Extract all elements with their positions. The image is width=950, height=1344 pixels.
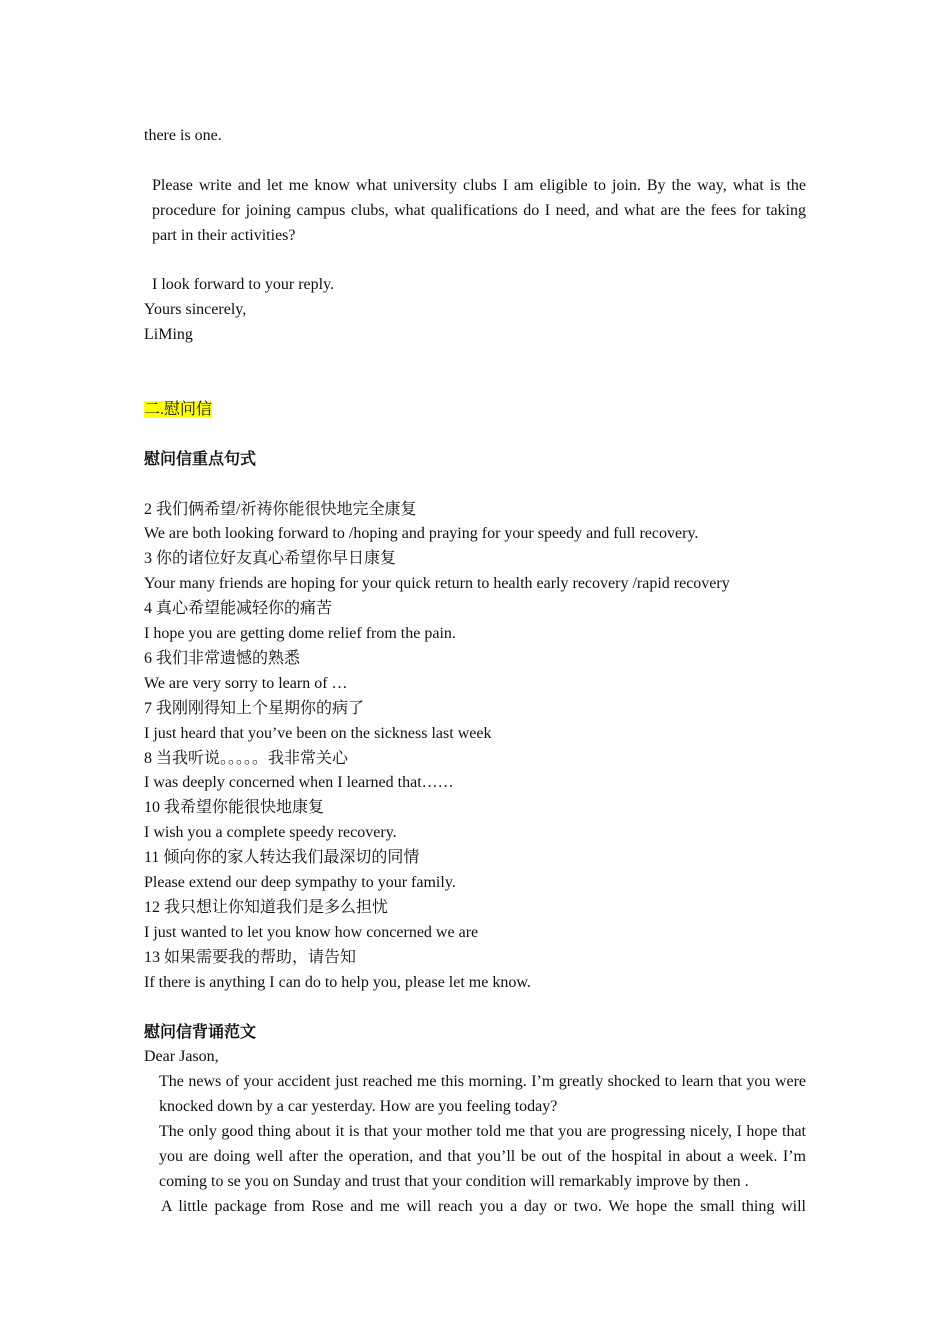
sentence-en: I just wanted to let you know how concerned we are (144, 923, 479, 941)
sentence-en: We are both looking forward to /hoping and praying for your speedy and full recovery. (144, 525, 699, 543)
blank-line (144, 423, 806, 448)
subsection-heading: 慰问信重点句式 (144, 450, 257, 468)
blank-line (144, 473, 806, 498)
sentence-list (144, 498, 806, 996)
sentence-en: Your many friends are hoping for your quick return to health early recovery /rapid recovery (144, 575, 730, 593)
sample-paragraph: The only good thing about it is that your mother told me that you are progressing nicely, I hope that you are doing well after the operation, and that you’ll be out of the hospital in about a week. I’m coming to se you on Sunday and trust that your condition will remarkably improve by then . (159, 1123, 806, 1190)
sentence-cn: 10 我希望你能很快地康复 (144, 799, 325, 817)
sentence-cn: 11 倾向你的家人转达我们最深切的同情 (144, 849, 420, 867)
sample-paragraph: The news of your accident just reached me this morning. I’m greatly shocked to learn that you were knocked down by a car yesterday. How are you feeling today? (159, 1073, 806, 1116)
sentence-cn: 8 当我听说。。。。。我非常关心 (144, 749, 349, 767)
sentence-en: I just heard that you’ve been on the sickness last week (144, 724, 492, 742)
blank-line (144, 249, 806, 274)
letter-text-line: there is one. (144, 127, 222, 144)
section-heading-text: 二.慰问信 (144, 400, 213, 418)
letter-paragraph: Please write and let me know what university clubs I am eligible to join. By the way, what is the procedure for joining campus clubs, what qualifications do I need, and what are the fees for taking part in their activities? (152, 176, 806, 244)
blank-line (144, 996, 806, 1021)
sample-paragraph: A little package from Rose and me will reach you a day or two. We hope the small thing will (161, 1197, 806, 1215)
sample-heading: 慰问信背诵范文 (144, 1023, 257, 1041)
sentence-en: Please extend our deep sympathy to your family. (144, 874, 456, 892)
letter-closing: Yours sincerely, (144, 301, 247, 319)
sentence-cn: 13 如果需要我的帮助，请告知 (144, 948, 357, 966)
sentence-cn: 3 你的诸位好友真心希望你早日康复 (144, 550, 397, 568)
sentence-en: If there is anything I can do to help you, please let me know. (144, 973, 531, 991)
sample-greeting: Dear Jason, (144, 1048, 219, 1066)
sentence-cn: 12 我只想让你知道我们是多么担忧 (144, 899, 389, 916)
sentence-en: We are very sorry to learn of … (144, 674, 348, 692)
sentence-cn: 4 真心希望能减轻你的痛苦 (144, 600, 333, 618)
sentence-en: I wish you a complete speedy recovery. (144, 824, 397, 842)
letter-reply-line: I look forward to your reply. (152, 276, 335, 294)
letter-signature: LiMing (144, 326, 193, 344)
section-heading (144, 398, 806, 423)
sentence-cn: 2 我们俩希望/祈祷你能很快地完全康复 (144, 500, 417, 518)
sentence-cn: 6 我们非常遗憾的熟悉 (144, 649, 301, 667)
sentence-cn: 7 我刚刚得知上个星期你的病了 (144, 699, 365, 717)
blank-line (144, 149, 806, 174)
blank-line (144, 373, 806, 398)
blank-line (144, 348, 806, 373)
sentence-en: I was deeply concerned when I learned that…… (144, 774, 454, 792)
sentence-en: I hope you are getting dome relief from the pain. (144, 625, 456, 643)
document-page (144, 124, 806, 1220)
